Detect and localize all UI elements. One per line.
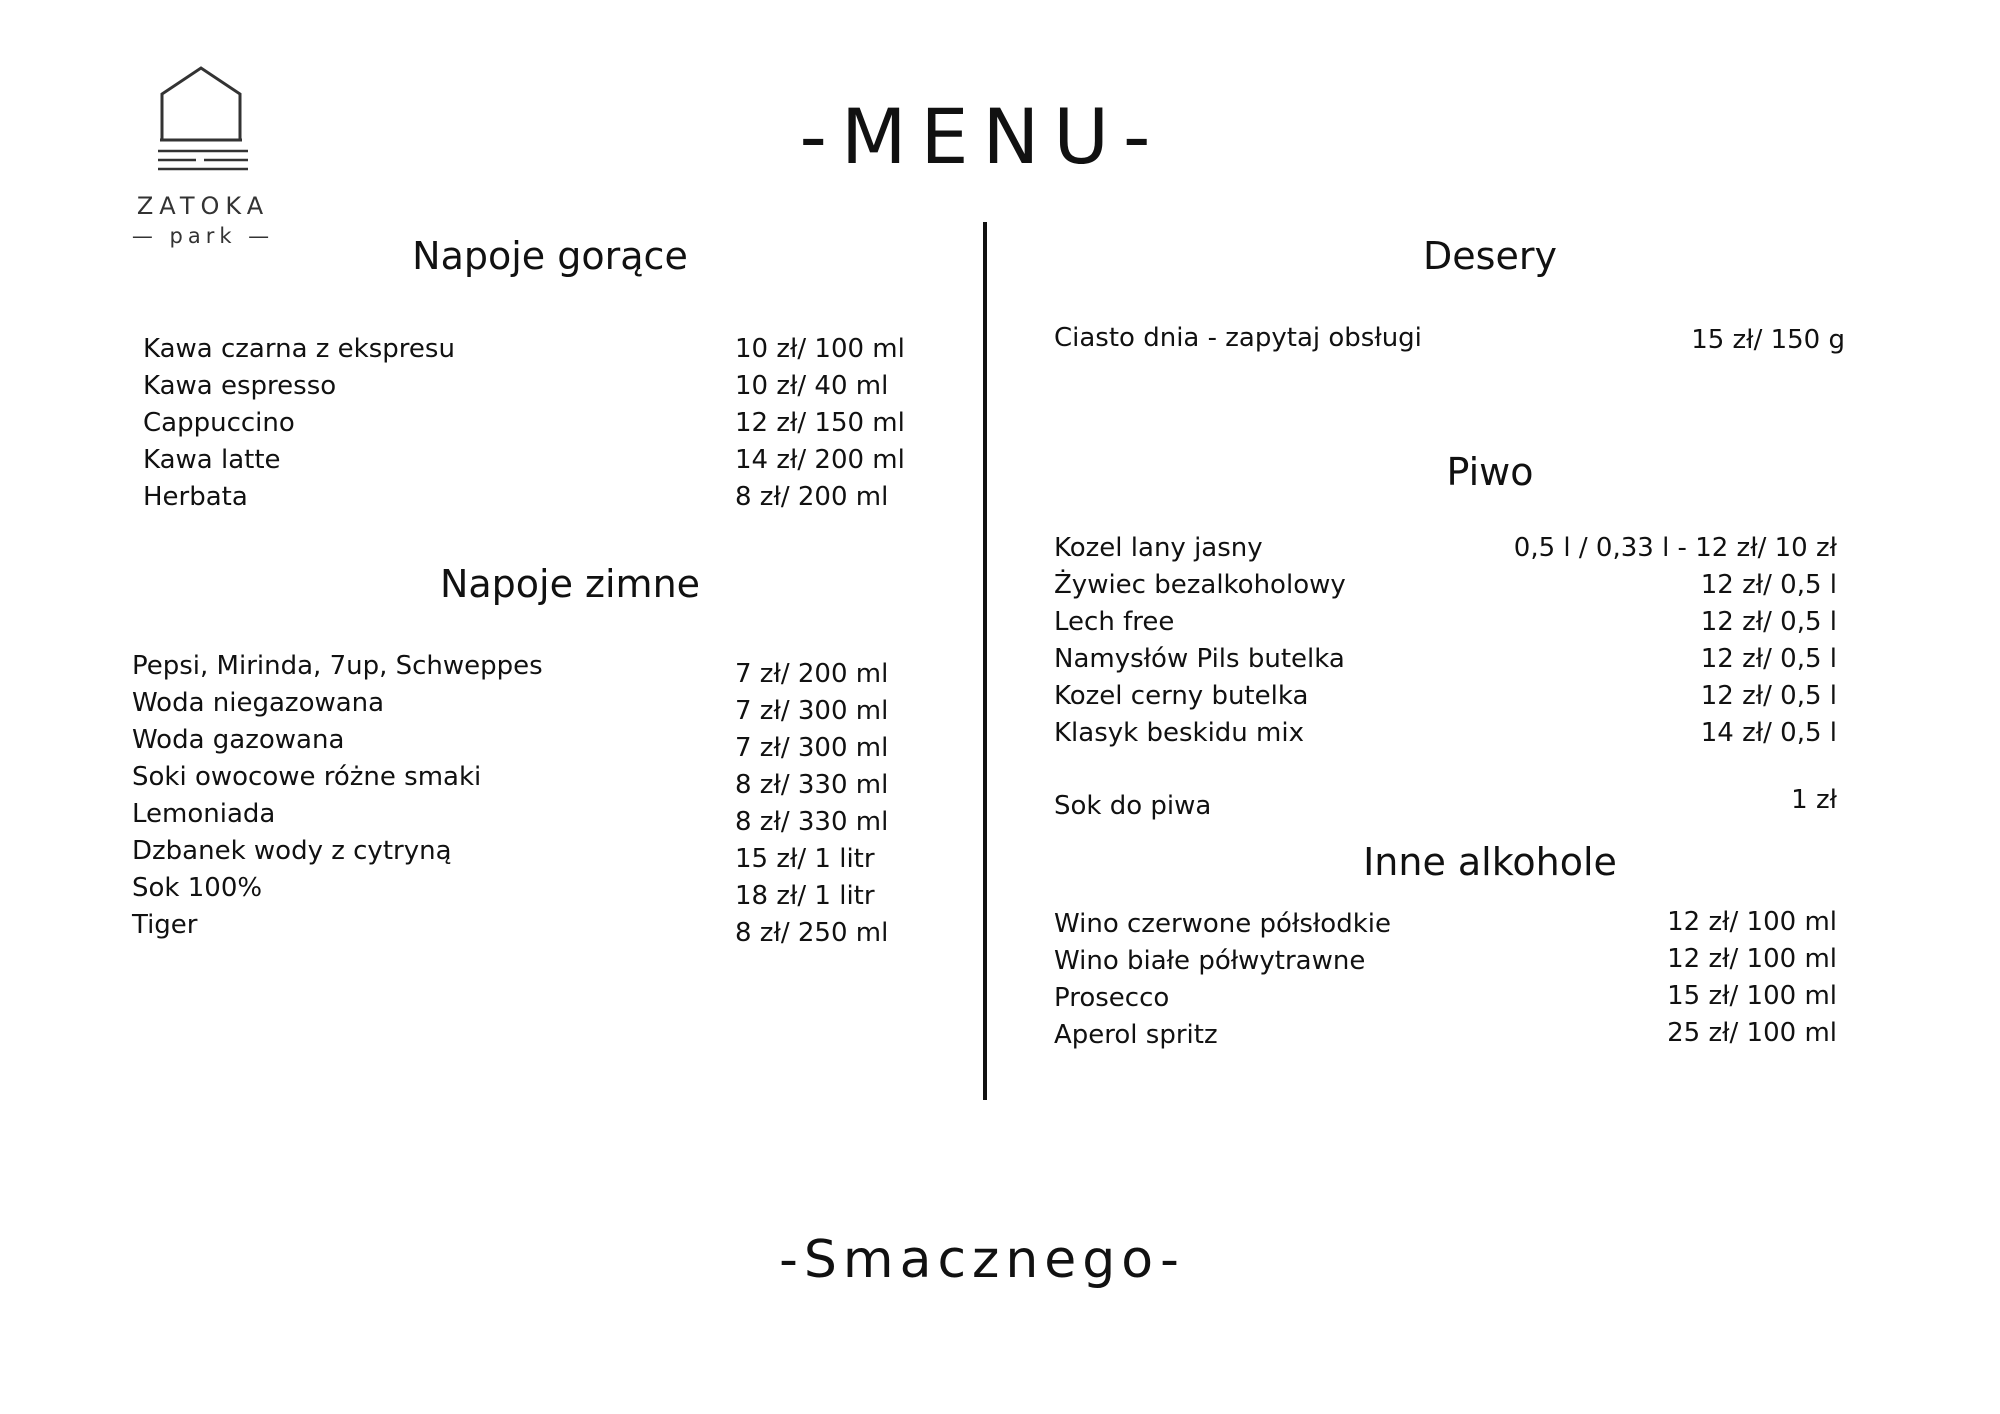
section-heading-napoje-zimne: Napoje zimne	[439, 562, 701, 606]
brand-tagline-text: park	[169, 224, 237, 248]
list-item: Wino białe półwytrawne	[1054, 946, 1366, 976]
prices-piwo	[1500, 530, 1837, 752]
list-item: Sok do piwa	[1054, 791, 1212, 821]
item-price: 12 zł/ 100 ml	[1667, 907, 1837, 937]
item-price: 12 zł/ 0,5 l	[1700, 607, 1837, 637]
item-price: 14 zł/ 0,5 l	[1700, 718, 1837, 748]
list-inne-alkohole	[1054, 906, 1391, 1054]
prices-napoje-zimne	[735, 656, 888, 952]
list-item: Żywiec bezalkoholowy	[1054, 570, 1346, 600]
item-price: 7 zł/ 300 ml	[735, 733, 889, 763]
item-price: 12 zł/ 0,5 l	[1700, 644, 1837, 674]
list-item: Prosecco	[1054, 983, 1170, 1013]
item-price: 8 zł/ 250 ml	[735, 918, 889, 948]
item-price: 15 zł/ 100 ml	[1667, 981, 1837, 1011]
prices-inne-alkohole	[1560, 904, 1837, 1052]
section-heading-napoje-gorace: Napoje gorące	[412, 234, 688, 278]
list-item: Tiger	[132, 910, 198, 940]
list-item: Kozel cerny butelka	[1054, 681, 1309, 711]
list-napoje-gorace	[143, 331, 455, 516]
section-heading-inne-alkohole: Inne alkohole	[1363, 840, 1617, 884]
item-price: 14 zł/ 200 ml	[735, 445, 905, 475]
list-item: Kawa czarna z ekspresu	[143, 334, 455, 364]
item-price: 18 zł/ 1 litr	[735, 881, 875, 911]
item-price: 8 zł/ 330 ml	[735, 770, 889, 800]
item-price: 8 zł/ 330 ml	[735, 807, 889, 837]
footer-text: -Smacznego-	[779, 1230, 1185, 1290]
list-item: Dzbanek wody z cytryną	[132, 836, 452, 866]
list-item: Kozel lany jasny	[1054, 533, 1263, 563]
item-price: 7 zł/ 300 ml	[735, 696, 889, 726]
list-item: Wino czerwone półsłodkie	[1054, 909, 1391, 939]
item-price: 10 zł/ 100 ml	[735, 334, 905, 364]
section-heading-desery: Desery	[1423, 234, 1557, 278]
list-item: Lemoniada	[132, 799, 276, 829]
list-item: Aperol spritz	[1054, 1020, 1218, 1050]
list-item: Namysłów Pils butelka	[1054, 644, 1345, 674]
list-item: Ciasto dnia - zapytaj obsługi	[1054, 323, 1422, 353]
item-price: 12 zł/ 100 ml	[1667, 944, 1837, 974]
column-divider	[983, 222, 987, 1100]
list-item: Woda gazowana	[132, 725, 345, 755]
item-price: 12 zł/ 150 ml	[735, 408, 905, 438]
list-item: Lech free	[1054, 607, 1175, 637]
brand-name: ZATOKA	[136, 192, 270, 220]
item-price: 8 zł/ 200 ml	[735, 482, 889, 512]
list-item: Klasyk beskidu mix	[1054, 718, 1304, 748]
item-price: 25 zł/ 100 ml	[1667, 1018, 1837, 1048]
brand-tagline: — park —	[131, 224, 275, 248]
item-price: 10 zł/ 40 ml	[735, 371, 889, 401]
item-price: 15 zł/ 150 g	[1691, 325, 1845, 355]
item-price: 1 zł	[1791, 785, 1837, 815]
item-price: 7 zł/ 200 ml	[735, 659, 889, 689]
list-item: Woda niegazowana	[132, 688, 385, 718]
section-heading-piwo: Piwo	[1446, 450, 1534, 494]
list-item: Kawa espresso	[143, 371, 337, 401]
page-title: -MENU-	[799, 92, 1165, 181]
list-item: Cappuccino	[143, 408, 295, 438]
prices-napoje-gorace	[735, 331, 905, 516]
list-item: Soki owocowe różne smaki	[132, 762, 482, 792]
list-item: Kawa latte	[143, 445, 281, 475]
list-item: Herbata	[143, 482, 248, 512]
list-piwo	[1054, 530, 1346, 752]
item-price: 0,5 l / 0,33 l - 12 zł/ 10 zł	[1513, 533, 1837, 563]
item-price: 15 zł/ 1 litr	[735, 844, 875, 874]
list-napoje-zimne	[132, 648, 543, 944]
list-item: Sok 100%	[132, 873, 263, 903]
list-item: Pepsi, Mirinda, 7up, Schweppes	[132, 651, 543, 681]
item-price: 12 zł/ 0,5 l	[1700, 681, 1837, 711]
item-price: 12 zł/ 0,5 l	[1700, 570, 1837, 600]
